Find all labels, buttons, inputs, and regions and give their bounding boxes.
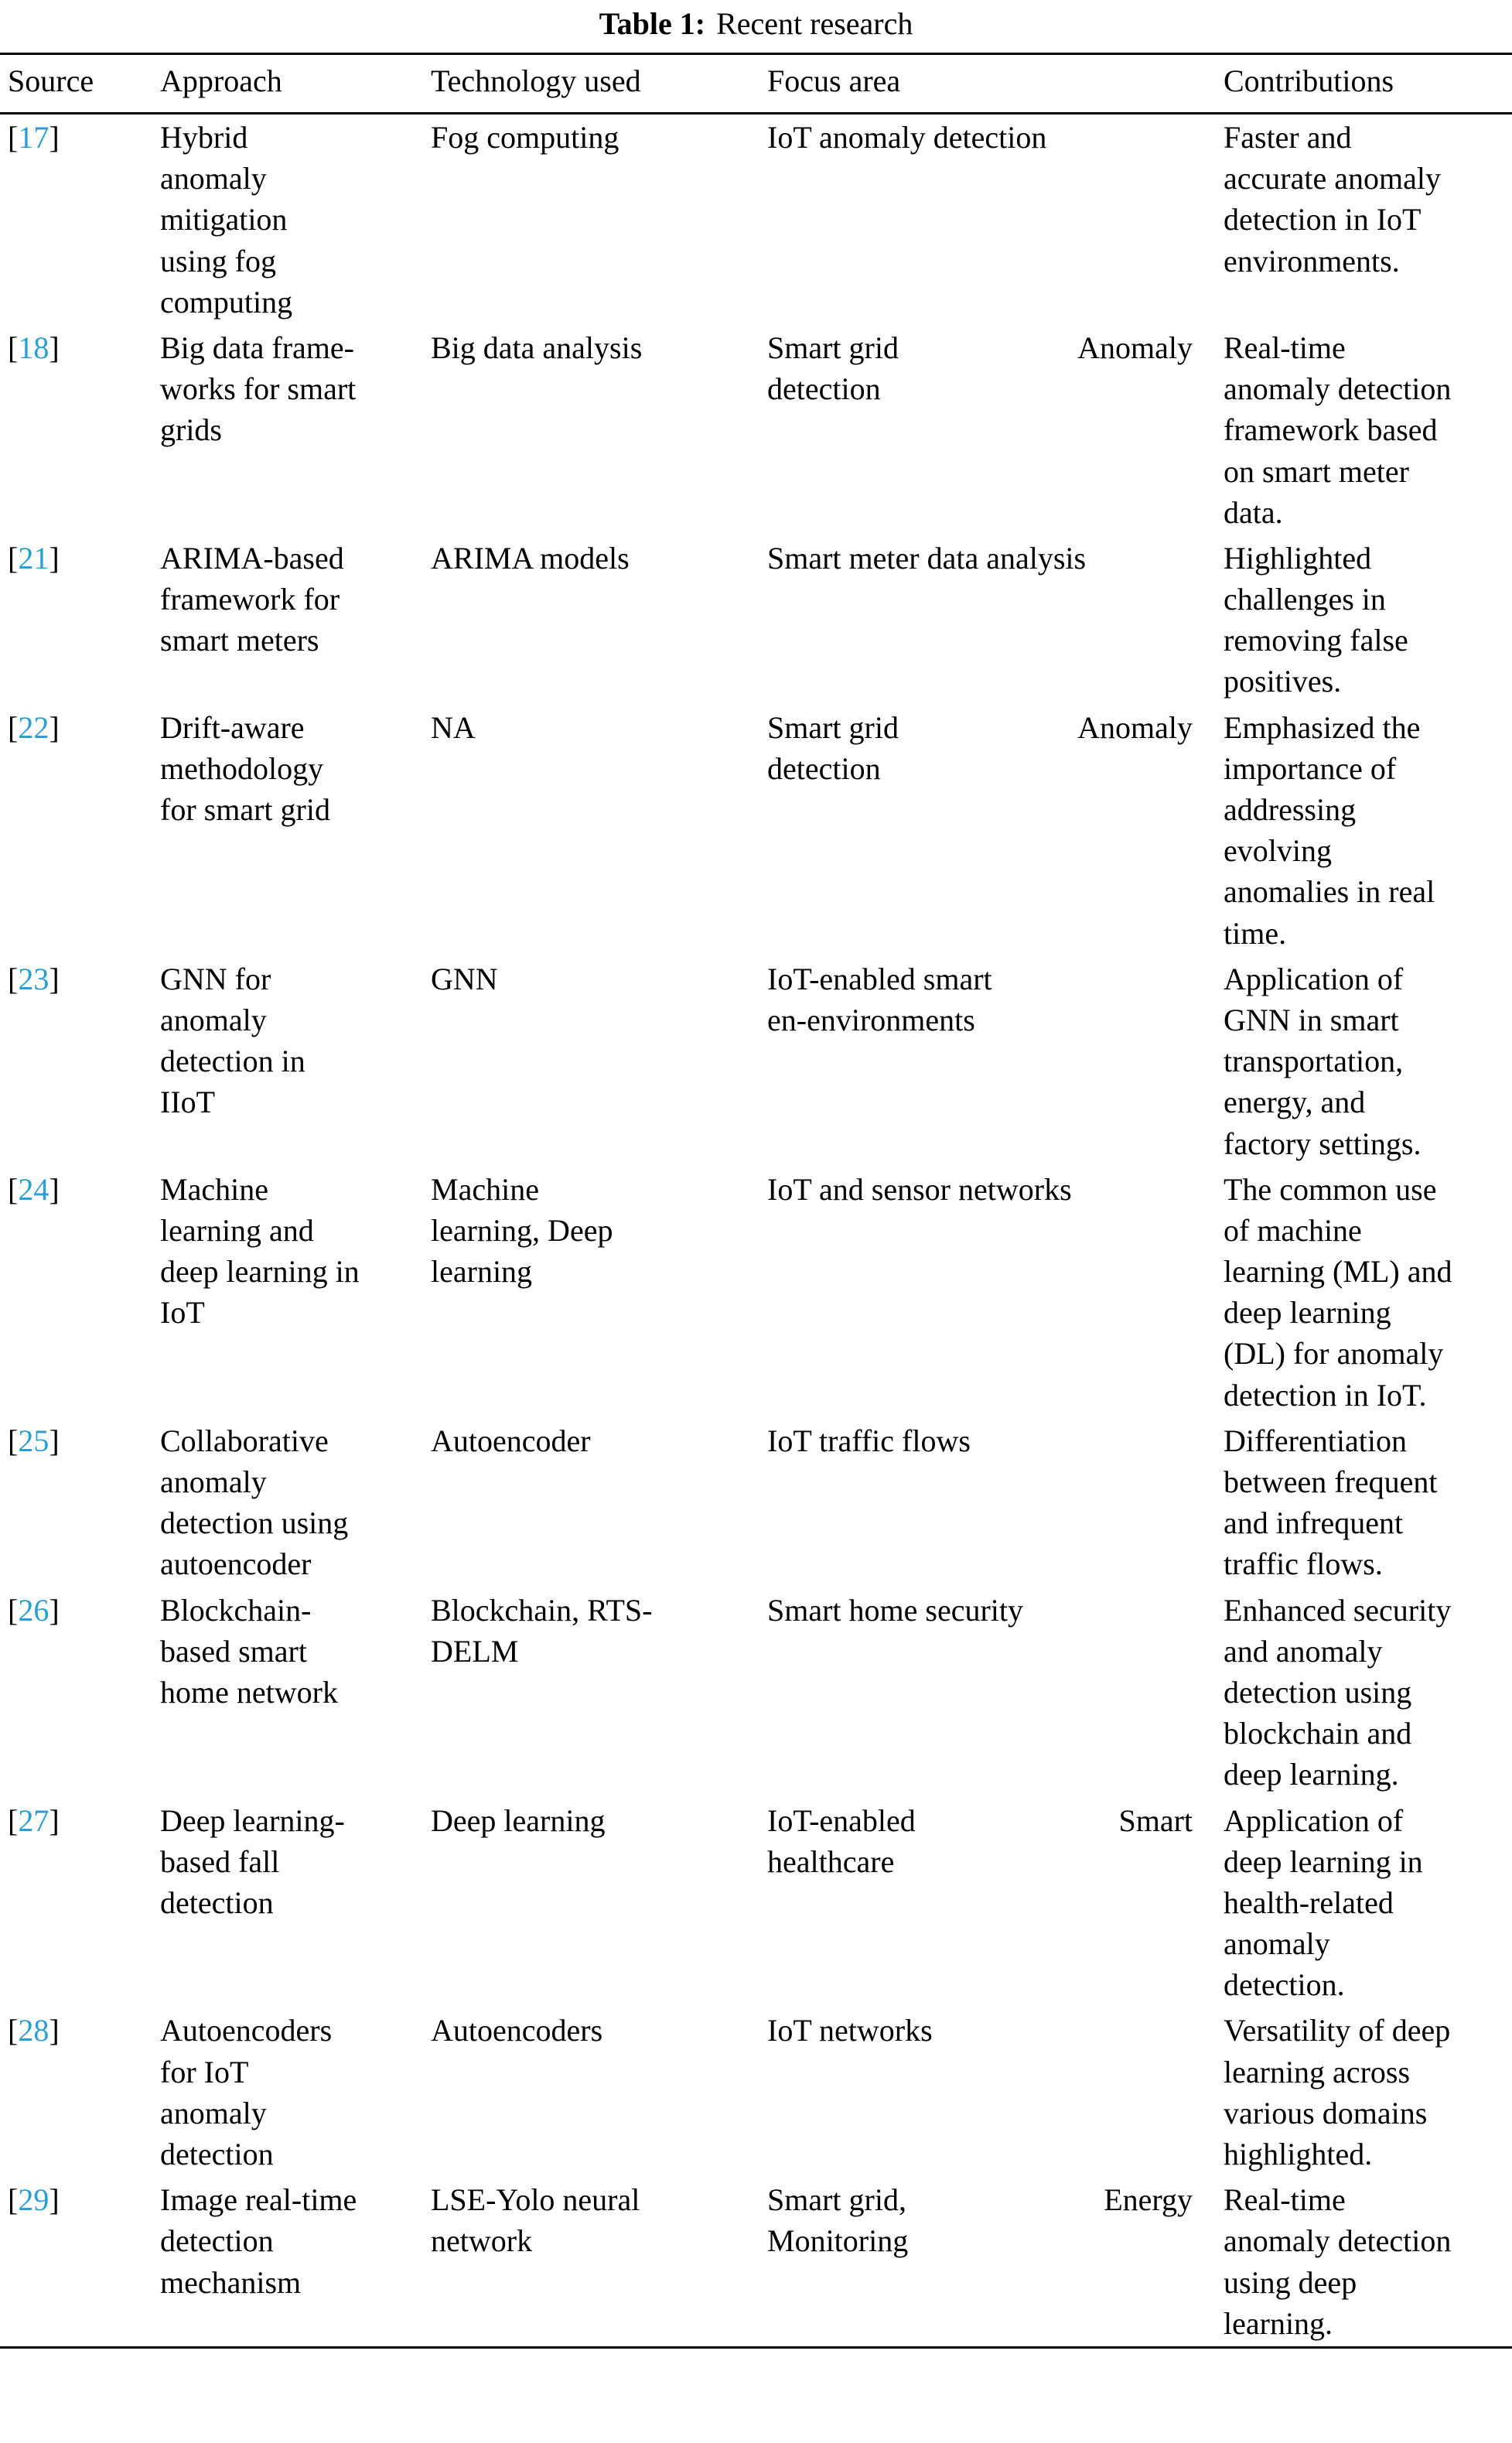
- table-row: [0, 2007, 1512, 2177]
- focus-text-segment: IoT-enabled smart: [767, 961, 992, 996]
- citation-link[interactable]: 23: [18, 961, 49, 996]
- focus-cell: [767, 535, 1224, 705]
- source-cell: [0, 325, 160, 535]
- cite-bracket-close: ]: [49, 2013, 60, 2048]
- source-cell: [0, 2007, 160, 2177]
- cite-bracket-close: ]: [49, 961, 60, 996]
- focus-line: [767, 958, 1193, 999]
- approach-cell: Collaborative anomaly detection using autoencoder: [160, 1423, 349, 1582]
- focus-text-segment: Smart grid: [767, 709, 899, 745]
- cite-bracket-close: ]: [49, 1171, 60, 1207]
- source-cell: [0, 1418, 160, 1587]
- citation-link[interactable]: 26: [18, 1592, 49, 1628]
- citation-link[interactable]: 21: [18, 540, 49, 576]
- cite-bracket-close: ]: [49, 540, 60, 576]
- approach-cell: Autoencoders for IoT anomaly detection: [160, 2013, 333, 2171]
- focus-line: [767, 1590, 1193, 1631]
- approach-cell: Big data frame-works for smart grids: [160, 330, 357, 448]
- focus-text-segment: Anomaly: [1077, 330, 1193, 365]
- citation-link[interactable]: 24: [18, 1171, 49, 1207]
- table-row: [0, 535, 1512, 705]
- cite-bracket-close: ]: [49, 120, 60, 155]
- contributions-cell: Highlighted challenges in removing false positives.: [1224, 540, 1408, 699]
- approach-cell: Image real-time detection mechanism: [160, 2182, 357, 2300]
- contributions-cell: Application of deep learning in health-related anomaly detection.: [1224, 1802, 1423, 2003]
- focus-text-segment: healthcare: [767, 1843, 895, 1879]
- approach-cell: Blockchain-based smart home network: [160, 1592, 338, 1710]
- contributions-cell: The common use of machine learning (ML) and deep learning (DL) for anomaly detection in IoT.: [1224, 1171, 1452, 1413]
- cite-bracket-open: [: [8, 2013, 19, 2048]
- technology-cell: Big data analysis: [431, 330, 643, 365]
- cite-bracket-close: ]: [49, 709, 60, 745]
- focus-line: [767, 538, 1193, 579]
- focus-cell: [767, 1418, 1224, 1587]
- focus-text-segment: IoT traffic flows: [767, 1423, 971, 1458]
- table-row: [0, 1167, 1512, 1418]
- focus-cell: [767, 2177, 1224, 2347]
- focus-line: [767, 2010, 1193, 2051]
- focus-line: [767, 1420, 1193, 1461]
- focus-line: [767, 2220, 1193, 2261]
- focus-line: [767, 368, 1193, 409]
- focus-text-segment: IoT and sensor networks: [767, 1171, 1072, 1207]
- column-header-contributions: Contributions: [1224, 54, 1512, 114]
- focus-cell: [767, 325, 1224, 535]
- focus-line: [767, 707, 1193, 748]
- contributions-cell: Emphasized the importance of addressing evolving anomalies in real time.: [1224, 709, 1435, 951]
- technology-cell: Deep learning: [431, 1802, 606, 1838]
- focus-text-segment: Anomaly: [1077, 709, 1193, 745]
- focus-cell: [767, 1167, 1224, 1418]
- approach-cell: GNN for anomaly detection in IIoT: [160, 961, 305, 1120]
- approach-cell: Drift-aware methodology for smart grid: [160, 709, 330, 827]
- citation-link[interactable]: 28: [18, 2013, 49, 2048]
- citation-link[interactable]: 17: [18, 120, 49, 155]
- contributions-cell: Faster and accurate anomaly detection in IoT environments.: [1224, 120, 1441, 278]
- cite-bracket-open: [: [8, 1423, 19, 1458]
- focus-text-segment: Smart grid,: [767, 2182, 906, 2218]
- cite-bracket-open: [: [8, 2182, 19, 2218]
- focus-text-segment: Smart: [1118, 1802, 1193, 1838]
- table-caption-text: Recent research: [716, 6, 913, 41]
- cite-bracket-open: [: [8, 540, 19, 576]
- focus-text-segment: IoT anomaly detection: [767, 120, 1047, 155]
- source-cell: [0, 535, 160, 705]
- approach-cell: Deep learning-based fall detection: [160, 1802, 345, 1920]
- table-caption-label: Table 1:: [599, 6, 706, 41]
- cite-bracket-close: ]: [49, 2182, 60, 2218]
- source-cell: [0, 2177, 160, 2347]
- focus-cell: [767, 2007, 1224, 2177]
- table-caption: [0, 6, 1512, 42]
- column-header-source: Source: [0, 54, 160, 114]
- contributions-cell: Real-time anomaly detection using deep learning.: [1224, 2182, 1452, 2341]
- table-row: [0, 1418, 1512, 1587]
- contributions-cell: Application of GNN in smart transportation, energy, and factory settings.: [1224, 961, 1422, 1161]
- technology-cell: GNN: [431, 961, 498, 996]
- approach-cell: Hybrid anomaly mitigation using fog computing: [160, 120, 293, 319]
- contributions-cell: Real-time anomaly detection framework based on smart meter data.: [1224, 330, 1452, 530]
- cite-bracket-open: [: [8, 961, 19, 996]
- focus-line: [767, 1800, 1193, 1841]
- citation-link[interactable]: 25: [18, 1423, 49, 1458]
- focus-line: [767, 2179, 1193, 2220]
- cite-bracket-open: [: [8, 330, 19, 365]
- table-body: [0, 114, 1512, 2348]
- focus-text-segment: IoT-enabled: [767, 1802, 916, 1838]
- focus-text-segment: detection: [767, 371, 881, 407]
- technology-cell: ARIMA models: [431, 540, 630, 576]
- focus-text-segment: Energy: [1104, 2182, 1193, 2218]
- source-cell: [0, 1587, 160, 1798]
- technology-cell: Blockchain, RTS-DELM: [431, 1592, 653, 1669]
- source-cell: [0, 705, 160, 956]
- cite-bracket-open: [: [8, 1171, 19, 1207]
- citation-link[interactable]: 27: [18, 1802, 49, 1838]
- source-cell: [0, 114, 160, 325]
- citation-link[interactable]: 29: [18, 2182, 49, 2218]
- technology-cell: Machine learning, Deep learning: [431, 1171, 613, 1290]
- focus-text-segment: Smart meter data analysis: [767, 540, 1087, 576]
- technology-cell: Fog computing: [431, 120, 619, 155]
- cite-bracket-close: ]: [49, 1592, 60, 1628]
- source-cell: [0, 956, 160, 1167]
- focus-line: [767, 1841, 1193, 1882]
- column-header-focus-area: Focus area: [767, 54, 1224, 114]
- focus-cell: [767, 705, 1224, 956]
- table-row: [0, 956, 1512, 1167]
- focus-text-segment: Smart home security: [767, 1592, 1024, 1628]
- focus-cell: [767, 114, 1224, 325]
- focus-cell: [767, 1587, 1224, 1798]
- table-row: [0, 325, 1512, 535]
- cite-bracket-open: [: [8, 709, 19, 745]
- technology-cell: Autoencoders: [431, 2013, 603, 2048]
- approach-cell: Machine learning and deep learning in IoT: [160, 1171, 360, 1331]
- focus-text-segment: en-environments: [767, 1002, 975, 1037]
- cite-bracket-close: ]: [49, 1423, 60, 1458]
- cite-bracket-open: [: [8, 1592, 19, 1628]
- focus-line: [767, 117, 1193, 158]
- contributions-cell: Differentiation between frequent and infrequent traffic flows.: [1224, 1423, 1438, 1582]
- table-row: [0, 1587, 1512, 1798]
- column-header-approach: Approach: [160, 54, 431, 114]
- cite-bracket-open: [: [8, 120, 19, 155]
- column-header-technology-used: Technology used: [431, 54, 767, 114]
- focus-line: [767, 327, 1193, 368]
- cite-bracket-close: ]: [49, 330, 60, 365]
- focus-text-segment: Monitoring: [767, 2223, 909, 2259]
- table-row: [0, 705, 1512, 956]
- focus-line: [767, 999, 1193, 1040]
- source-cell: [0, 1798, 160, 2008]
- focus-text-segment: Smart grid: [767, 330, 899, 365]
- source-cell: [0, 1167, 160, 1418]
- cite-bracket-open: [: [8, 1802, 19, 1838]
- technology-cell: NA: [431, 709, 476, 745]
- focus-text-segment: IoT networks: [767, 2013, 933, 2048]
- focus-cell: [767, 956, 1224, 1167]
- cite-bracket-close: ]: [49, 1802, 60, 1838]
- technology-cell: Autoencoder: [431, 1423, 591, 1458]
- citation-link[interactable]: 18: [18, 330, 49, 365]
- focus-line: [767, 748, 1193, 789]
- focus-cell: [767, 1798, 1224, 2008]
- contributions-cell: Enhanced security and anomaly detection using blockchain and deep learning.: [1224, 1592, 1452, 1792]
- focus-text-segment: detection: [767, 750, 881, 786]
- contributions-cell: Versatility of deep learning across various domains highlighted.: [1224, 2013, 1451, 2171]
- table-row: [0, 114, 1512, 325]
- table-row: [0, 2177, 1512, 2347]
- citation-link[interactable]: 22: [18, 709, 49, 745]
- recent-research-table: [0, 53, 1512, 2349]
- header-row: [0, 54, 1512, 114]
- table-row: [0, 1798, 1512, 2008]
- technology-cell: LSE-Yolo neural network: [431, 2182, 640, 2259]
- focus-line: [767, 1169, 1193, 1210]
- approach-cell: ARIMA-based framework for smart meters: [160, 540, 344, 658]
